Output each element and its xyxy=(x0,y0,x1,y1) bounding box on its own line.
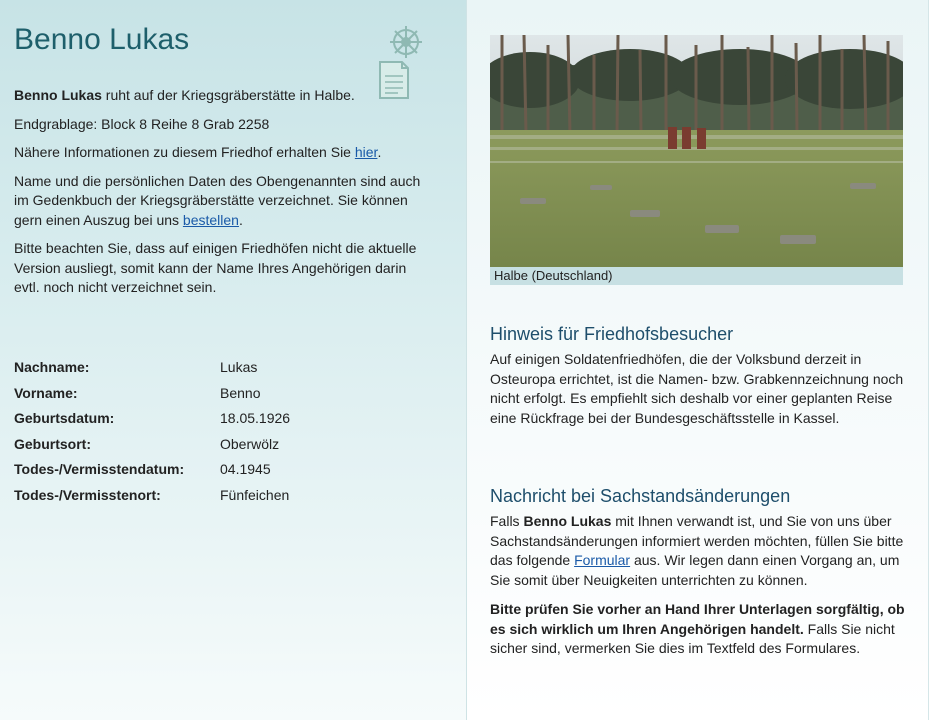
intro-rest: ruht auf der Kriegsgräberstätte in Halbe. xyxy=(101,87,355,103)
status-change-mid: mit Ihnen verwandt ist, und Sie von uns über Sachstandsänderungen informiert werden möchten, füllen Sie bitte das folgende xyxy=(490,513,904,568)
detail-value: Fünfeichen xyxy=(220,486,290,503)
person-details-table xyxy=(14,358,290,511)
detail-label: Geburtsdatum: xyxy=(14,410,115,426)
detail-value: 18.05.1926 xyxy=(220,410,291,426)
detail-label: Todes-/Vermisstendatum: xyxy=(14,461,185,477)
grave-location: Endgrablage: Block 8 Reihe 8 Grab 2258 xyxy=(14,115,270,132)
detail-row xyxy=(14,460,290,486)
detail-row xyxy=(14,358,290,384)
cemetery-info-prefix: Nähere Informationen zu diesem Friedhof erhalten Sie xyxy=(14,144,355,160)
cemetery-info xyxy=(14,143,434,163)
verification-notice xyxy=(490,600,906,659)
detail-label: Geburtsort: xyxy=(14,435,91,452)
intro-name: Benno Lukas xyxy=(14,87,102,103)
right-border xyxy=(928,0,929,720)
detail-value: Oberwölz xyxy=(220,435,280,452)
detail-row xyxy=(14,409,290,435)
visitor-notice-text: Auf einigen Soldatenfriedhöfen, die der Volksbund derzeit in Osteuropa errichtet, ist die Namen- bzw. Grabkennzeichnung noch nicht erfolgt. Es empfiehlt sich deshalb vor einer geplanten Reise eine Rückfrage bei der Bundesgeschäftsstelle in Kassel. xyxy=(490,351,904,426)
order-extract-link[interactable]: bestellen xyxy=(182,211,239,228)
detail-label: Nachname: xyxy=(14,359,90,375)
memorial-book-suffix: . xyxy=(238,211,243,228)
photo-caption: Halbe (Deutschland) xyxy=(490,267,903,285)
version-notice: Bitte beachten Sie, dass auf einigen Friedhöfen nicht die aktuelle Version ausliegt, somit kann der Name Ihres Angehörigen darin evtl. noch nicht verzeichnet sein. xyxy=(14,240,417,295)
intro-text xyxy=(14,86,434,106)
status-change-suffix: aus. Wir legen dann einen Vorgang an, um Sie somit über Neuigkeiten unterrichten zu können. xyxy=(490,552,900,588)
detail-label: Todes-/Vermisstenort: xyxy=(14,486,161,503)
cemetery-photo-block xyxy=(490,35,903,285)
status-change-heading: Nachricht bei Sachstandsänderungen xyxy=(490,486,791,506)
memorial-book-prefix: Name und die persönlichen Daten des Obengenannten sind auch im Gedenkbuch der Kriegsgräberstätte verzeichnet. Sie können gern einen Auszug bei uns xyxy=(14,172,421,228)
form-link[interactable]: Formular xyxy=(574,552,631,568)
visitor-notice xyxy=(490,322,906,438)
detail-value: Lukas xyxy=(220,359,258,375)
visitor-notice-heading: Hinweis für Friedhofsbesucher xyxy=(490,324,734,344)
status-change-text xyxy=(490,512,906,590)
status-change-prefix: Falls xyxy=(490,513,524,529)
detail-value: Benno xyxy=(220,384,261,401)
detail-value: 04.1945 xyxy=(220,461,271,477)
left-panel xyxy=(0,0,467,720)
person-info xyxy=(14,86,434,307)
detail-row xyxy=(14,384,290,410)
detail-row xyxy=(14,435,290,461)
status-change-name: Benno Lukas xyxy=(523,513,612,529)
cemetery-info-link[interactable]: hier xyxy=(354,144,378,160)
detail-row xyxy=(14,486,290,512)
verification-notice-rest: Falls Sie nicht sicher sind, vermerken Sie dies im Textfeld des Formulares. xyxy=(490,620,895,656)
memorial-book-text xyxy=(14,172,434,231)
verification-notice-bold: Bitte prüfen Sie vorher an Hand Ihrer Unterlagen sorgfältig, ob es sich wirklich um Ihren Angehörigen handelt. xyxy=(490,601,905,637)
detail-label: Vorname: xyxy=(14,384,78,401)
cemetery-photo[interactable] xyxy=(490,35,903,267)
status-change-notice xyxy=(490,484,906,669)
page-title: Benno Lukas xyxy=(14,23,190,56)
cemetery-info-suffix: . xyxy=(377,144,382,160)
